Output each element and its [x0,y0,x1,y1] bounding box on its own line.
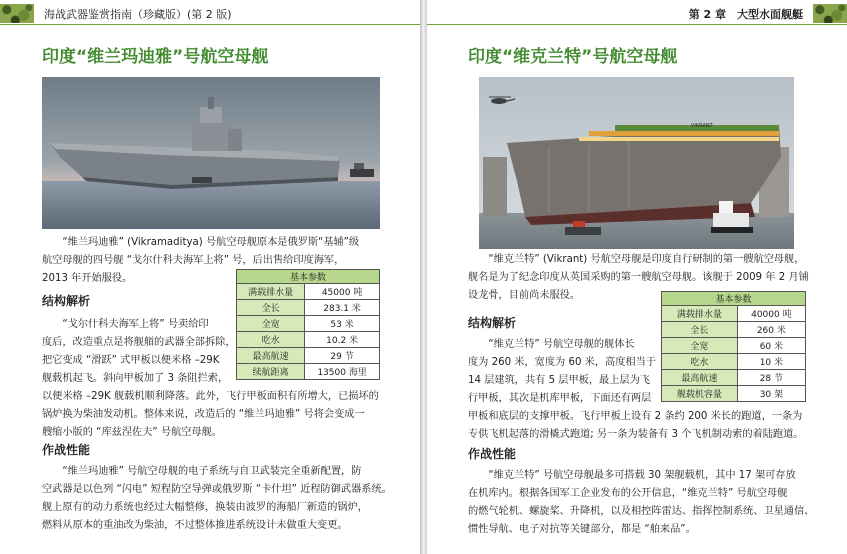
section-heading-structure: 结构解析 [42,294,91,308]
spec-value: 45000 吨 [305,284,380,300]
spec-value: 283.1 米 [305,300,380,316]
structure-line: 锅炉换为柴油发动机。整体来说，改造后的 “维兰玛迪雅” 号将会变成一 [42,409,365,420]
combat-line: 惯性导航、电子对抗等关键部分，都是 “舶来品”。 [468,524,696,535]
structure-paragraph [42,316,379,442]
spec-value: 30 架 [737,386,805,402]
carrier-photo-vikramaditya [42,77,380,229]
spec-value: 13500 海里 [305,364,380,380]
spec-value: 28 节 [737,370,805,386]
combat-line: 空武器是以色列 “闪电” 短程防空导弹或俄罗斯 “卡什坦” 近程防御武器系统。 [42,484,392,495]
spec-key: 吃水 [237,332,305,348]
structure-line: 行甲板，其次是机库甲板，下面还有两层 [468,393,652,404]
spec-key: 满载排水量 [662,306,738,322]
right-page [427,0,847,554]
spec-value: 40000 吨 [737,306,805,322]
book-title: 海战武器鉴赏指南（珍藏版）(第 2 版) [44,8,232,21]
combat-line: 在机库内。根据各国军工企业发布的公开信息，“维克兰特” 号航空母舰 [468,488,788,499]
spec-key: 吃水 [662,354,738,370]
structure-line: 艘缩小版的 “库兹涅佐夫” 号航空母舰。 [42,427,223,438]
spec-key: 全长 [237,300,305,316]
combat-line: “维兰玛迪雅” 号航空母舰的电子系统与自卫武装完全重新配置，防 [62,466,362,477]
section-heading-combat: 作战性能 [42,443,91,457]
structure-line: 以便米格 –29K 舰载机顺利降落。此外，飞行甲板面积有所增大，已损坏的 [42,391,379,402]
spec-key: 满载排水量 [237,284,305,300]
structure-line: 把它变成 “滑跃” 式甲板以便米格 –29K [42,355,220,366]
structure-line: 专供飞机起落的滑橇式跑道; 另一条为装备有 3 个飞机制动索的着陆跑道。 [468,429,804,440]
structure-line: 舰载机起飞。斜向甲板加了 3 条阻拦索， [42,373,229,384]
intro-line: “维兰玛迪雅” (Vikramaditya) 号航空母舰原本是俄罗斯“基辅”级 [62,237,360,248]
spec-value: 10 米 [737,354,805,370]
combat-paragraph [468,467,814,539]
left-page [0,0,420,554]
combat-line: “维克兰特” 号航空母舰最多可搭载 30 架舰载机，其中 17 架可存放 [488,470,796,481]
spec-key: 全宽 [662,338,738,354]
structure-line: “维克兰特” 号航空母舰的舰体长 [488,339,635,350]
right-running-header [427,4,847,25]
structure-line: 甲板和底层的支撑甲板。飞行甲板上设有 2 条约 200 米长的跑道，一条为 [468,411,803,422]
camo-pattern-icon [0,4,34,23]
page-title: 印度“维克兰特”号航空母舰 [468,47,678,67]
spec-value: 29 节 [305,348,380,364]
specs-heading: 基本参数 [237,270,380,284]
combat-line: 燃料从原本的重油改为柴油，不过整体推进系统设计未做重大变更。 [42,520,348,531]
structure-line: 度后，改造重点是将舰艏的武器全部拆除， [42,337,236,348]
spec-value: 260 米 [737,322,805,338]
spec-value: 53 米 [305,316,380,332]
structure-line: “戈尔什科夫海军上将” 号卖给印 [62,319,209,330]
intro-line: 设龙骨，目前尚未服役。 [468,290,581,301]
page-title: 印度“维兰玛迪雅”号航空母舰 [42,47,269,67]
structure-line: 度为 260 米，宽度为 60 米，高度相当于 [468,357,656,368]
spec-key: 全宽 [237,316,305,332]
spec-value: 60 米 [737,338,805,354]
chapter-title: 第 2 章 大型水面舰艇 [688,8,803,21]
intro-line: 2013 年开始服役。 [42,273,133,284]
table-row [662,306,806,322]
section-heading-combat: 作战性能 [468,447,517,461]
book-gutter [420,0,427,554]
table-row [237,300,380,316]
spec-key: 全长 [662,322,738,338]
spec-value: 10.2 米 [305,332,380,348]
table-row [237,284,380,300]
intro-line: 舰名是为了纪念印度从英国采购的第一艘航空母舰。该舰于 2009 年 2 月铺 [468,272,809,283]
structure-line: 14 层建筑，共有 5 层甲板，最上层为飞 [468,375,650,386]
spec-key: 最高航速 [237,348,305,364]
spec-key: 舰载机容量 [662,386,738,402]
spec-key: 续航距离 [237,364,305,380]
combat-line: 舰上原有的动力系统也经过大幅整修，换装由波罗的海船厂新造的锅炉， [42,502,368,513]
specs-heading: 基本参数 [662,292,806,306]
combat-line: 的燃气轮机、螺旋桨、升降机，以及相控阵雷达、指挥控制系统、卫星通信、 [468,506,815,517]
intro-line: “维克兰特” (Vikrant) 号航空母舰是印度自行研制的第一艘航空母舰， [488,254,805,265]
left-running-header [0,4,420,25]
intro-line: 航空母舰的四号舰 “戈尔什科夫海军上将” 号，后出售给印度海军， [42,255,345,266]
carrier-photo-vikrant [479,77,794,249]
structure-paragraph [468,336,803,444]
spec-key: 最高航速 [662,370,738,386]
camo-pattern-icon [813,4,847,23]
section-heading-structure: 结构解析 [468,316,517,330]
hull-label-vikrant: VIKRANT [691,123,713,129]
combat-paragraph [42,463,392,535]
